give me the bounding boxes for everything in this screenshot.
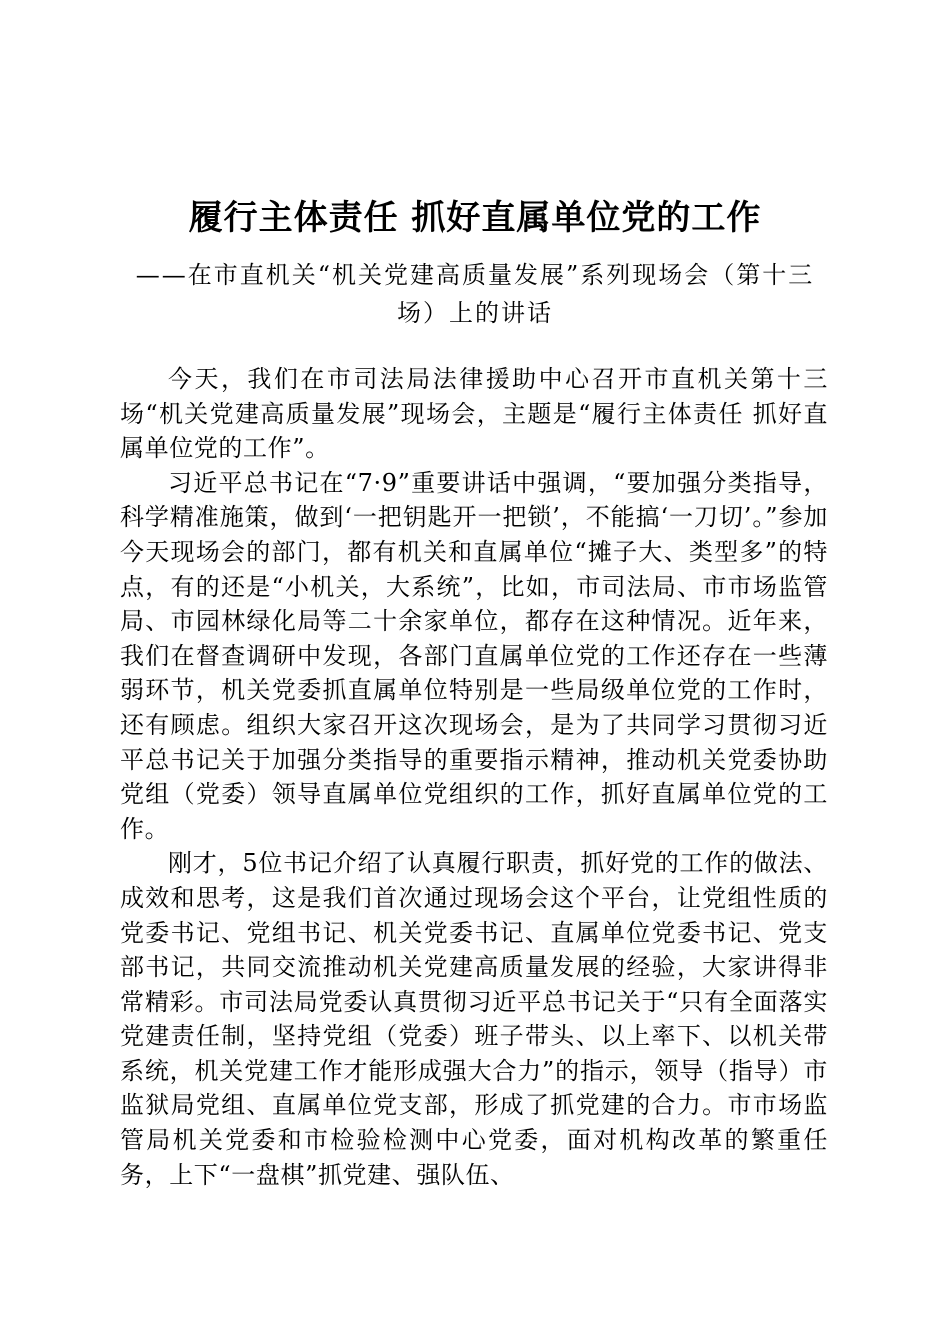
document-body: [120, 362, 828, 1192]
document-subtitle: ——在市直机关“机关党建高质量发展”系列现场会（第十三场）上的讲话: [135, 261, 815, 327]
document-title: 履行主体责任 抓好直属单位党的工作: [188, 198, 762, 238]
paragraph-1: 今天，我们在市司法局法律援助中心召开市直机关第十三场“机关党建高质量发展”现场会，主题是“履行主体责任 抓好直属单位党的工作”。: [120, 365, 828, 463]
paragraph-3: 刚才，5位书记介绍了认真履行职责，抓好党的工作的做法、成效和思考，这是我们首次通过现场会这个平台，让党组性质的党委书记、党组书记、机关党委书记、直属单位党委书记、党支部书记，共同交流推动机关党建高质量发展的经验，大家讲得非常精彩。市司法局党委认真贯彻习近平总书记关于“只有全面落实党建责任制，坚持党组（党委）班子带头、以上率下、以机关带系统，机关党建工作才能形成强大合力”的指示，领导（指导）市监狱局党组、直属单位党支部，形成了抓党建的合力。市市场监管局机关党委和市检验检测中心党委，面对机构改革的繁重任务，上下“一盘棋”抓党建、强队伍、: [120, 849, 828, 1189]
paragraph-2: 习近平总书记在“7·9”重要讲话中强调，“要加强分类指导，科学精准施策，做到‘一把钥匙开一把锁’，不能搞‘一刀切’。”参加今天现场会的部门，都有机关和直属单位“摊子大、类型多”的特点，有的还是“小机关，大系统”，比如，市司法局、市市场监管局、市园林绿化局等二十余家单位，都存在这种情况。近年来，我们在督查调研中发现，各部门直属单位党的工作还存在一些薄弱环节，机关党委抓直属单位特别是一些局级单位党的工作时，还有顾虑。组织大家召开这次现场会，是为了共同学习贯彻习近平总书记关于加强分类指导的重要指示精神，推动机关党委协助党组（党委）领导直属单位党组织的工作，抓好直属单位党的工作。: [120, 468, 828, 843]
